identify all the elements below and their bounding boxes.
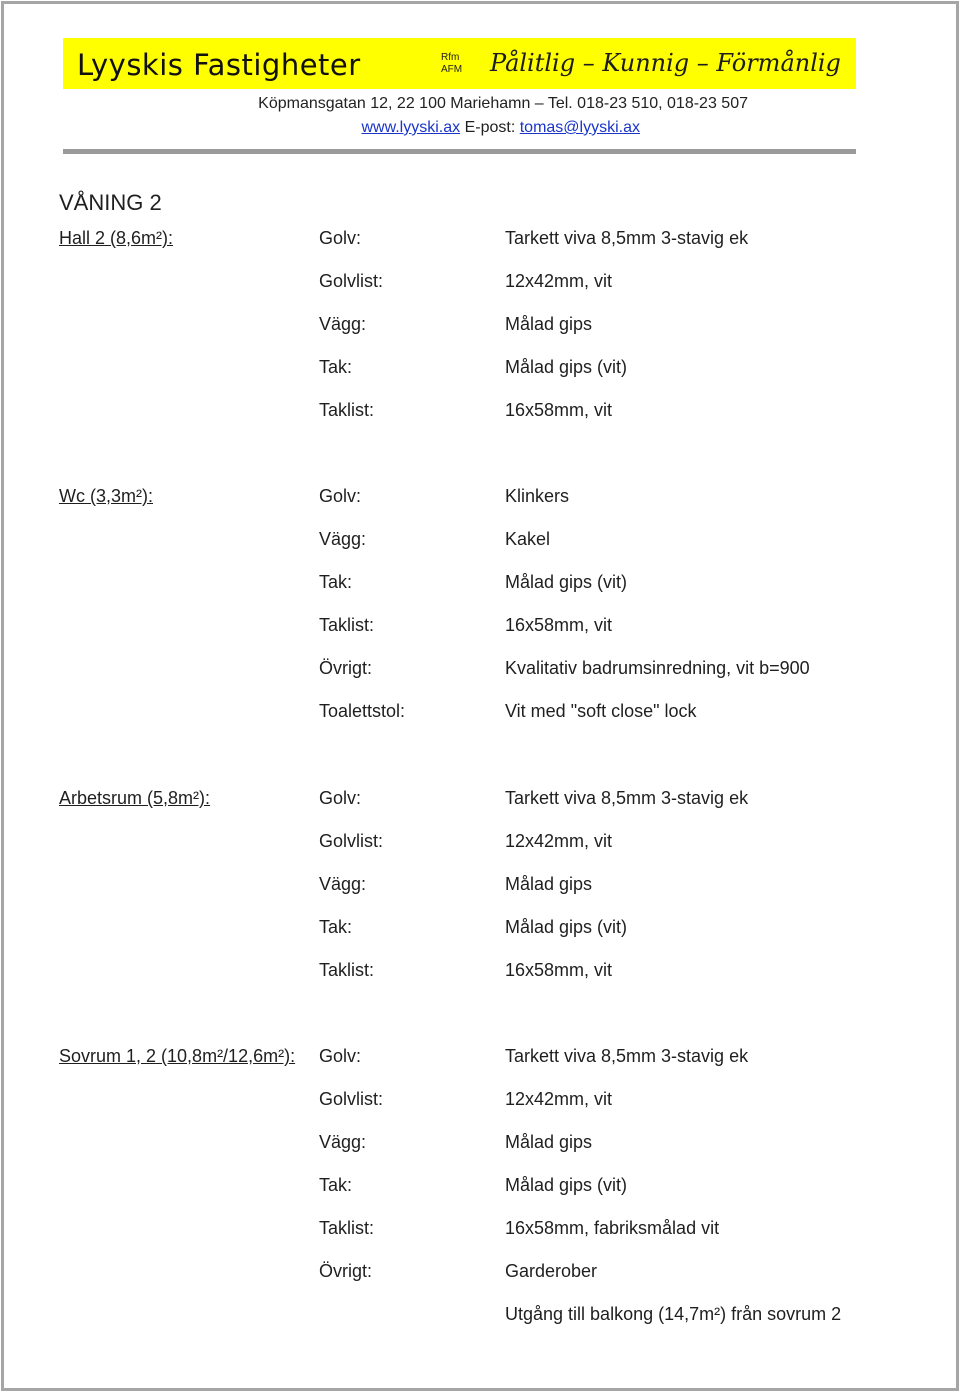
spec-value: 16x58mm, vit	[505, 960, 613, 980]
spec-value: Vit med "soft close" lock	[505, 701, 697, 721]
logo-badge	[441, 52, 462, 76]
address-line: Köpmansgatan 12, 22 100 Mariehamn – Tel. 018-23 510, 018-23 507	[258, 95, 748, 112]
spec-value: Målad gips	[505, 874, 593, 894]
spec-value: Klinkers	[505, 486, 570, 506]
spec-value: 12x42mm, vit	[505, 271, 613, 291]
spec-label: Golv:	[319, 1046, 362, 1066]
spec-label: Golv:	[319, 486, 362, 506]
spec-label: Tak:	[319, 572, 353, 592]
room-name: Wc (3,3m²):	[59, 486, 153, 506]
spec-label: Vägg:	[319, 314, 367, 334]
email-link[interactable]: tomas@lyyski.ax	[519, 119, 640, 136]
spec-value: Tarkett viva 8,5mm 3-stavig ek	[505, 1046, 749, 1066]
spec-value: Målad gips (vit)	[505, 917, 628, 937]
spec-value: 16x58mm, vit	[505, 400, 613, 420]
spec-value: 16x58mm, vit	[505, 615, 613, 635]
floor-title: VÅNING 2	[59, 190, 162, 215]
spec-label: Golv:	[319, 788, 362, 808]
spec-value: 16x58mm, fabriksmålad vit	[505, 1218, 720, 1238]
room-name: Sovrum 1, 2 (10,8m²/12,6m²):	[59, 1046, 296, 1066]
spec-value: Garderober	[505, 1261, 598, 1281]
spec-label: Vägg:	[319, 1132, 367, 1152]
spec-value: Kakel	[505, 529, 551, 549]
spec-value: Målad gips (vit)	[505, 357, 628, 377]
header-divider	[63, 149, 856, 154]
spec-label: Tak:	[319, 1175, 353, 1195]
spec-label: Taklist:	[319, 400, 375, 420]
spec-value: Målad gips	[505, 1132, 593, 1152]
spec-label: Vägg:	[319, 874, 367, 894]
spec-label: Golvlist:	[319, 831, 384, 851]
spec-label: Tak:	[319, 357, 353, 377]
spec-label: Golvlist:	[319, 1089, 384, 1109]
spec-label: Övrigt:	[319, 658, 373, 678]
spec-label: Taklist:	[319, 615, 375, 635]
room-name: Arbetsrum (5,8m²):	[59, 788, 211, 808]
spec-label: Övrigt:	[319, 1261, 373, 1281]
room-name: Hall 2 (8,6m²):	[59, 228, 174, 248]
spec-value: 12x42mm, vit	[505, 831, 613, 851]
spec-label: Taklist:	[319, 960, 375, 980]
company-slogan: Pålitlig – Kunnig – Förmånlig	[490, 49, 841, 77]
contact-line	[0, 118, 640, 138]
spec-label: Taklist:	[319, 1218, 375, 1238]
spec-label: Vägg:	[319, 529, 367, 549]
spec-label: Golvlist:	[319, 271, 384, 291]
company-logo: Lyyskis Fastigheter	[77, 48, 361, 82]
email-label: E-post:	[464, 119, 516, 136]
spec-label: Golv:	[319, 228, 362, 248]
logo-badge-afm: AFM	[441, 64, 463, 75]
website-link[interactable]: www.lyyski.ax	[361, 119, 461, 136]
spec-value: Kvalitativ badrumsinredning, vit b=900	[505, 658, 810, 678]
spec-value: Målad gips (vit)	[505, 1175, 628, 1195]
spec-value: Målad gips (vit)	[505, 572, 628, 592]
spec-label: Tak:	[319, 917, 353, 937]
spec-value: 12x42mm, vit	[505, 1089, 613, 1109]
logo-badge-rfm: Rfm	[441, 52, 460, 63]
spec-value: Tarkett viva 8,5mm 3-stavig ek	[505, 788, 749, 808]
spec-label: Toalettstol:	[319, 701, 406, 721]
spec-value: Utgång till balkong (14,7m²) från sovrum 2	[505, 1304, 842, 1324]
spec-value: Tarkett viva 8,5mm 3-stavig ek	[505, 228, 749, 248]
spec-value: Målad gips	[505, 314, 593, 334]
